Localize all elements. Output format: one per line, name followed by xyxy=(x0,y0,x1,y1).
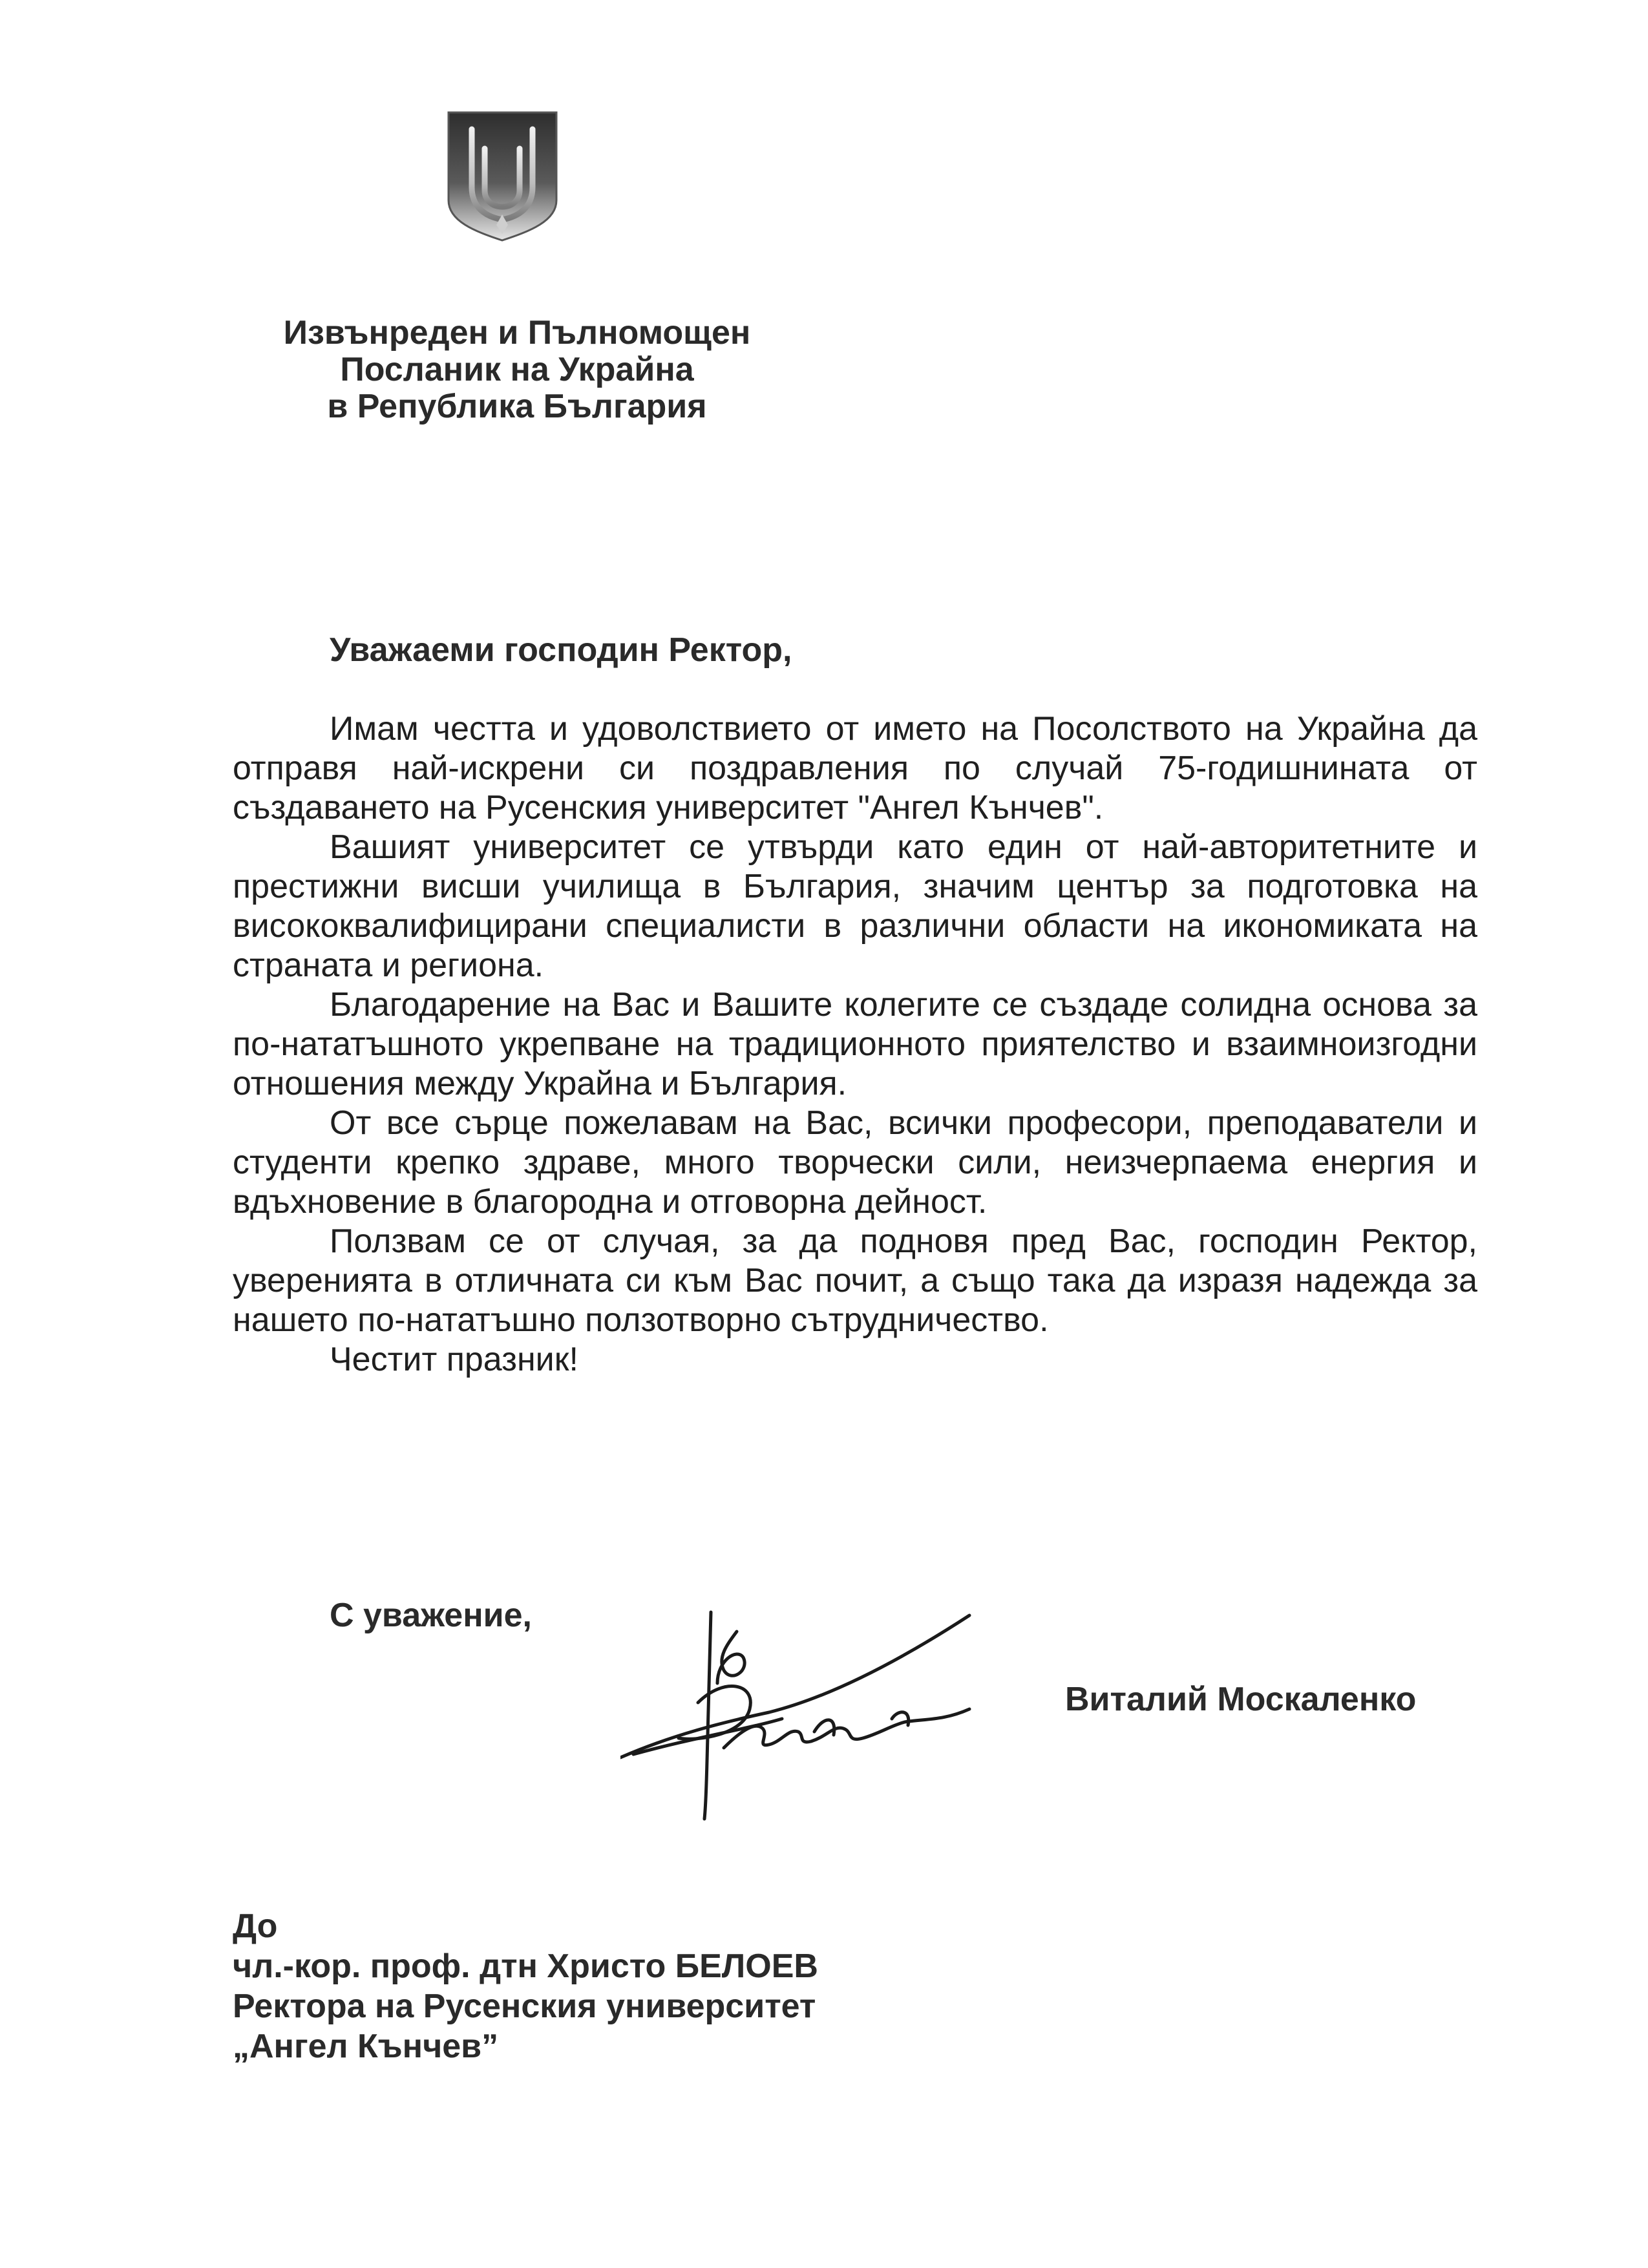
sender-line: Посланик на Украйна xyxy=(340,351,694,388)
paragraph: Имам честта и удоволствието от името на Посолството на Украйна да отправя най-искрени си поздравления по случай 75-годишнината от създаването на Русенския университет "Ангел Кънчев". xyxy=(233,710,1477,826)
handwritten-signature xyxy=(620,1599,1008,1832)
paragraph: От все сърце пожелавам на Вас, всички професори, преподаватели и студенти крепко здраве, много творчески сили, неизчерпаема енергия и вдъхновение в благородна и отговорна дейност. xyxy=(233,1104,1477,1221)
paragraph: Честит празник! xyxy=(330,1341,578,1378)
signer-name: Виталий Москаленко xyxy=(1065,1681,1417,1718)
sender-line: в Република България xyxy=(327,388,707,425)
paragraph: Благодарение на Вас и Вашите колегите се създаде солидна основа за по-нататъшното укрепване на традиционното приятелство и взаимноизгодни отношения между Украйна и България. xyxy=(233,986,1477,1102)
recipient-line: До xyxy=(233,1907,278,1945)
sender-line: Извънреден и Пълномощен xyxy=(283,314,751,352)
recipient-line: чл.-кор. проф. дтн Христо БЕЛОЕВ xyxy=(233,1948,818,1985)
paragraph: Вашият университет се утвърди като един от най-авторитетните и престижни висши училища в България, значим център за подготовка на висококвалифицирани специалисти в различни области на икономиката на страната и региона. xyxy=(233,828,1477,984)
closing-greeting: С уважение, xyxy=(330,1597,532,1634)
letter-body xyxy=(233,709,1477,1380)
salutation: Уважаеми господин Ректор, xyxy=(330,631,792,669)
sender-title xyxy=(233,315,801,425)
paragraph: Ползвам се от случая, за да подновя пред Вас, господин Ректор, уверенията в отличната си към Вас почит, а също така да изразя надежда за нашето по-нататъшно ползотворно сътрудничество. xyxy=(233,1223,1477,1339)
ukraine-trident-emblem-icon xyxy=(446,110,559,242)
recipient-line: Ректора на Русенския университет xyxy=(233,1988,816,2025)
recipient-line: „Ангел Кънчев” xyxy=(233,2028,499,2065)
recipient-block xyxy=(233,1906,818,2066)
